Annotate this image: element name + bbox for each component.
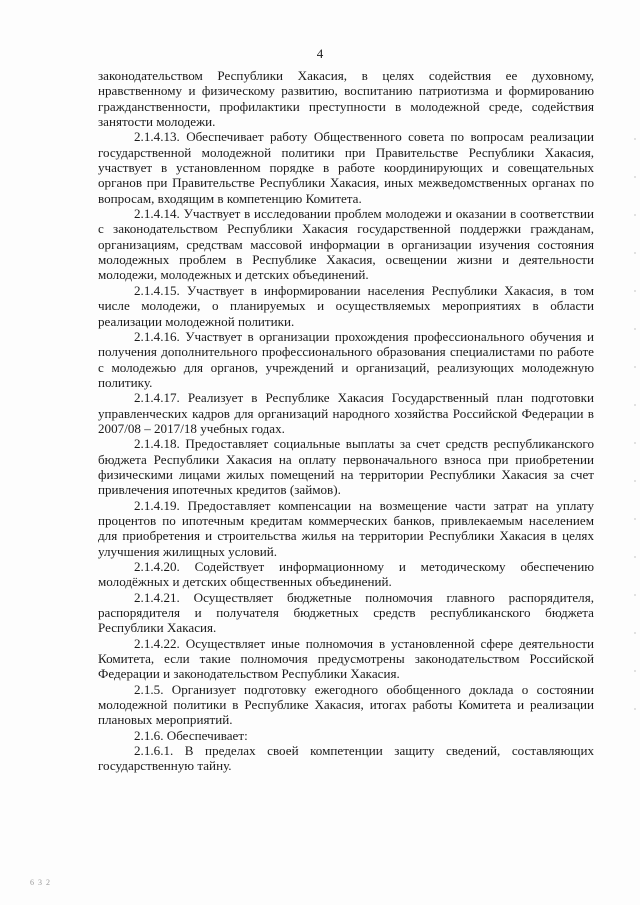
paragraph-continuation: законодательством Республики Хакасия, в целях содействия ее духовному, нравственному и физическому развитию, воспитанию патриотизма и формированию гражданственности, профилактики преступности в молодежной среде, содействия занятости молодежи. bbox=[98, 68, 594, 130]
scan-mark: 6 3 2 bbox=[30, 878, 51, 887]
paragraph-2-1-4-16: 2.1.4.16. Участвует в организации прохождения профессионального обучения и получения дополнительного профессионального образования специалистами по работе с молодежью для органов, учреждений и организаций, реализующих молодежную политику. bbox=[98, 328, 594, 390]
paragraph-2-1-4-13: 2.1.4.13. Обеспечивает работу Общественного совета по вопросам реализации государственной молодежной политики при Правительстве Республики Хакасия, участвует в установленном порядке в работе координирующих и совещательных органов при Правительстве Республики Хакасия, иных межведомственных органах по вопросам, входящим в компетенцию Комитета. bbox=[98, 129, 594, 206]
paragraph-2-1-5: 2.1.5. Организует подготовку ежегодного обобщенного доклада о состоянии молодежной политики в Республике Хакасия, итогах работы Комитета и реализации плановых мероприятий. bbox=[98, 681, 594, 728]
paragraph-2-1-4-15: 2.1.4.15. Участвует в информировании населения Республики Хакасия, в том числе молодежи, о планируемых и осуществляемых мероприятиях в области реализации молодежной политики. bbox=[98, 282, 594, 329]
paragraph-2-1-4-17: 2.1.4.17. Реализует в Республике Хакасия Государственный план подготовки управленческих кадров для организаций народного хозяйства Российской Федерации в 2007/08 – 2017/18 учебных годах. bbox=[98, 390, 594, 436]
paragraph-2-1-4-19: 2.1.4.19. Предоставляет компенсации на возмещение части затрат на уплату процентов по ипотечным кредитам коммерческих банков, привлекаемым населением для приобретения и строительства жилья на территории Республики Хакасия в целях улучшения жилищных условий. bbox=[98, 497, 594, 559]
paragraph-2-1-4-20: 2.1.4.20. Содействует информационному и методическому обеспечению молодёжных и детских общественных объединений. bbox=[98, 559, 594, 590]
paragraph-2-1-6: 2.1.6. Обеспечивает: bbox=[134, 727, 248, 743]
paragraph-2-1-4-22: 2.1.4.22. Осуществляет иные полномочия в установленной сфере деятельности Комитета, если такие полномочия предусмотрены законодательством Российской Федерации и законодательством Республики Хакасия. bbox=[98, 635, 594, 682]
paragraph-2-1-6-1: 2.1.6.1. В пределах своей компетенции защиту сведений, составляющих государственную тайну. bbox=[98, 743, 594, 774]
paragraph-2-1-4-21: 2.1.4.21. Осуществляет бюджетные полномочия главного распорядителя, распорядителя и получателя бюджетных средств республиканского бюджета Республики Хакасия. bbox=[98, 589, 594, 636]
paragraph-2-1-4-18: 2.1.4.18. Предоставляет социальные выплаты за счет средств республиканского бюджета Республики Хакасия на оплату первоначального взноса при приобретении физическими лицами жилых помещений на территории Республики Хакасия за счет привлечения ипотечных кредитов (займов). bbox=[98, 436, 594, 498]
document-body bbox=[98, 68, 594, 774]
paragraph-2-1-4-14: 2.1.4.14. Участвует в исследовании проблем молодежи и оказании в соответствии с законодательством Республики Хакасия государственной поддержки гражданам, организациям, средствам массовой информации в организации изучения состояния молодежных проблем в Республике Хакасия, освещении жизни и деятельности молодежи, молодежных и детских объединений. bbox=[98, 206, 594, 283]
page-number: 4 bbox=[316, 46, 324, 61]
scan-edge-artifacts bbox=[633, 120, 637, 740]
